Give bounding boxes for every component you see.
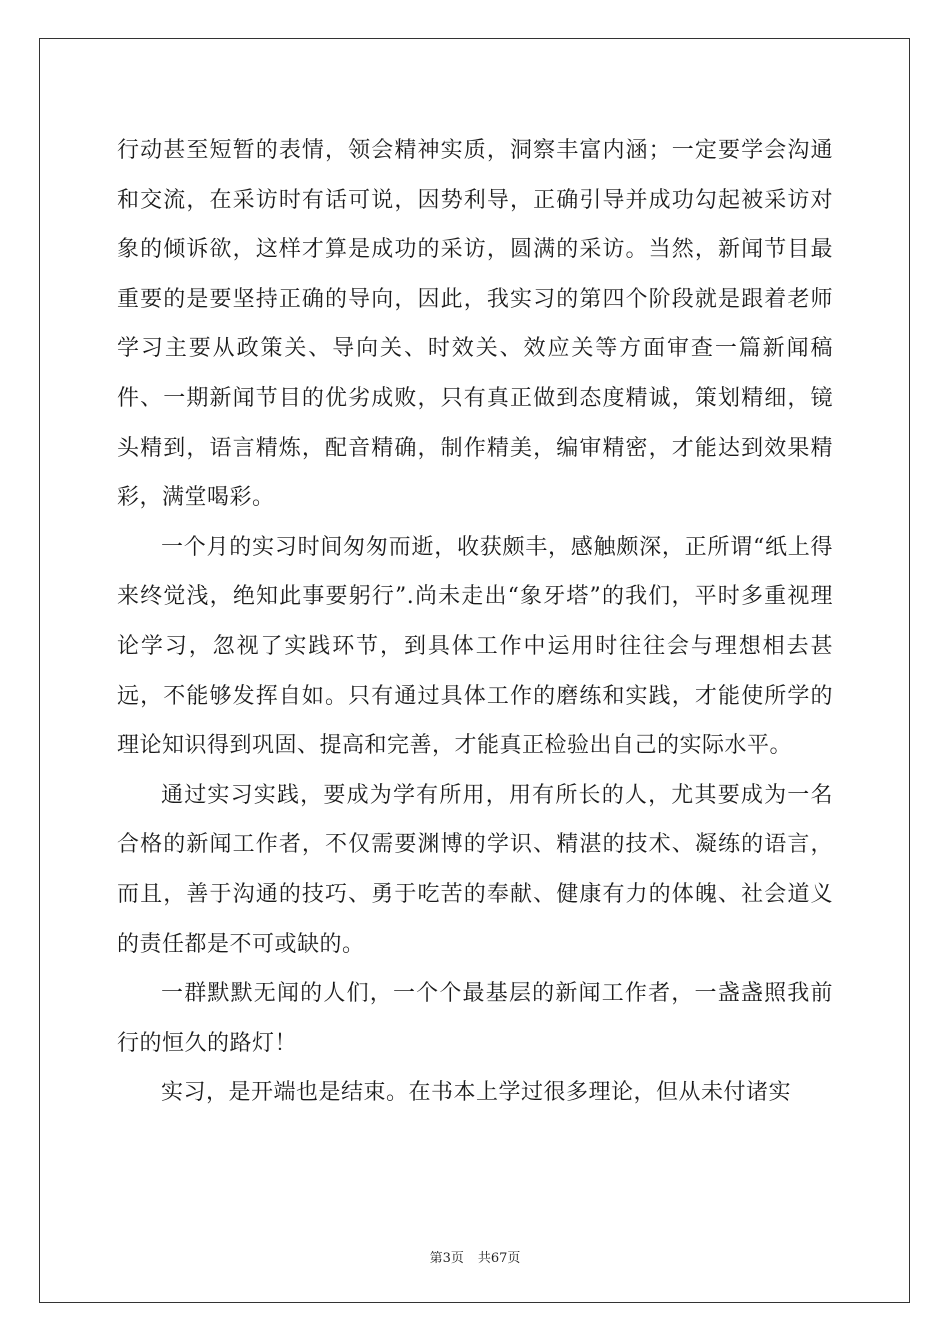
paragraph-5: 实习，是开端也是结束。在书本上学过很多理论，但从未付诸实 — [161, 1080, 792, 1106]
document-body — [117, 126, 833, 1118]
paragraph-1: 行动甚至短暂的表情，领会精神实质，洞察丰富内涵；一定要学会沟通和交流，在采访时有话可说，因势利导，正确引导并成功勾起被采访对象的倾诉欲，这样才算是成功的采访，圆满的采访。当然，新闻节目最重要的是要坚持正确的导向，因此，我实习的第四个阶段就是跟着老师学习主要从政策关、导向关、时效关、效应关等方面审查一篇新闻稿件、一期新闻节目的优劣成败，只有真正做到态度精诚，策划精细，镜头精到，语言精炼，配音精确，制作精美，编审精密，才能达到效果精彩，满堂喝彩。 — [117, 138, 833, 511]
page-number: 第3页 — [429, 1251, 464, 1266]
page-footer — [0, 1247, 950, 1266]
paragraph-3: 通过实习实践，要成为学有所用，用有所长的人，尤其要成为一名合格的新闻工作者，不仅需要渊博的学识、精湛的技术、凝练的语言，而且，善于沟通的技巧、勇于吃苦的奉献、健康有力的体魄、社会道义的责任都是不可或缺的。 — [117, 782, 833, 957]
page-total: 共67页 — [477, 1251, 521, 1266]
paragraph-2: 一个月的实习时间匆匆而逝，收获颇丰，感触颇深，正所谓“纸上得来终觉浅，绝知此事要躬行”.尚未走出“象牙塔”的我们，平时多重视理论学习，忽视了实践环节，到具体工作中运用时往往会与理想相去甚远，不能够发挥自如。只有通过具体工作的磨练和实践，才能使所学的理论知识得到巩固、提高和完善，才能真正检验出自己的实际水平。 — [117, 534, 833, 759]
paragraph-4: 一群默默无闻的人们，一个个最基层的新闻工作者，一盏盏照我前行的恒久的路灯！ — [117, 981, 833, 1056]
